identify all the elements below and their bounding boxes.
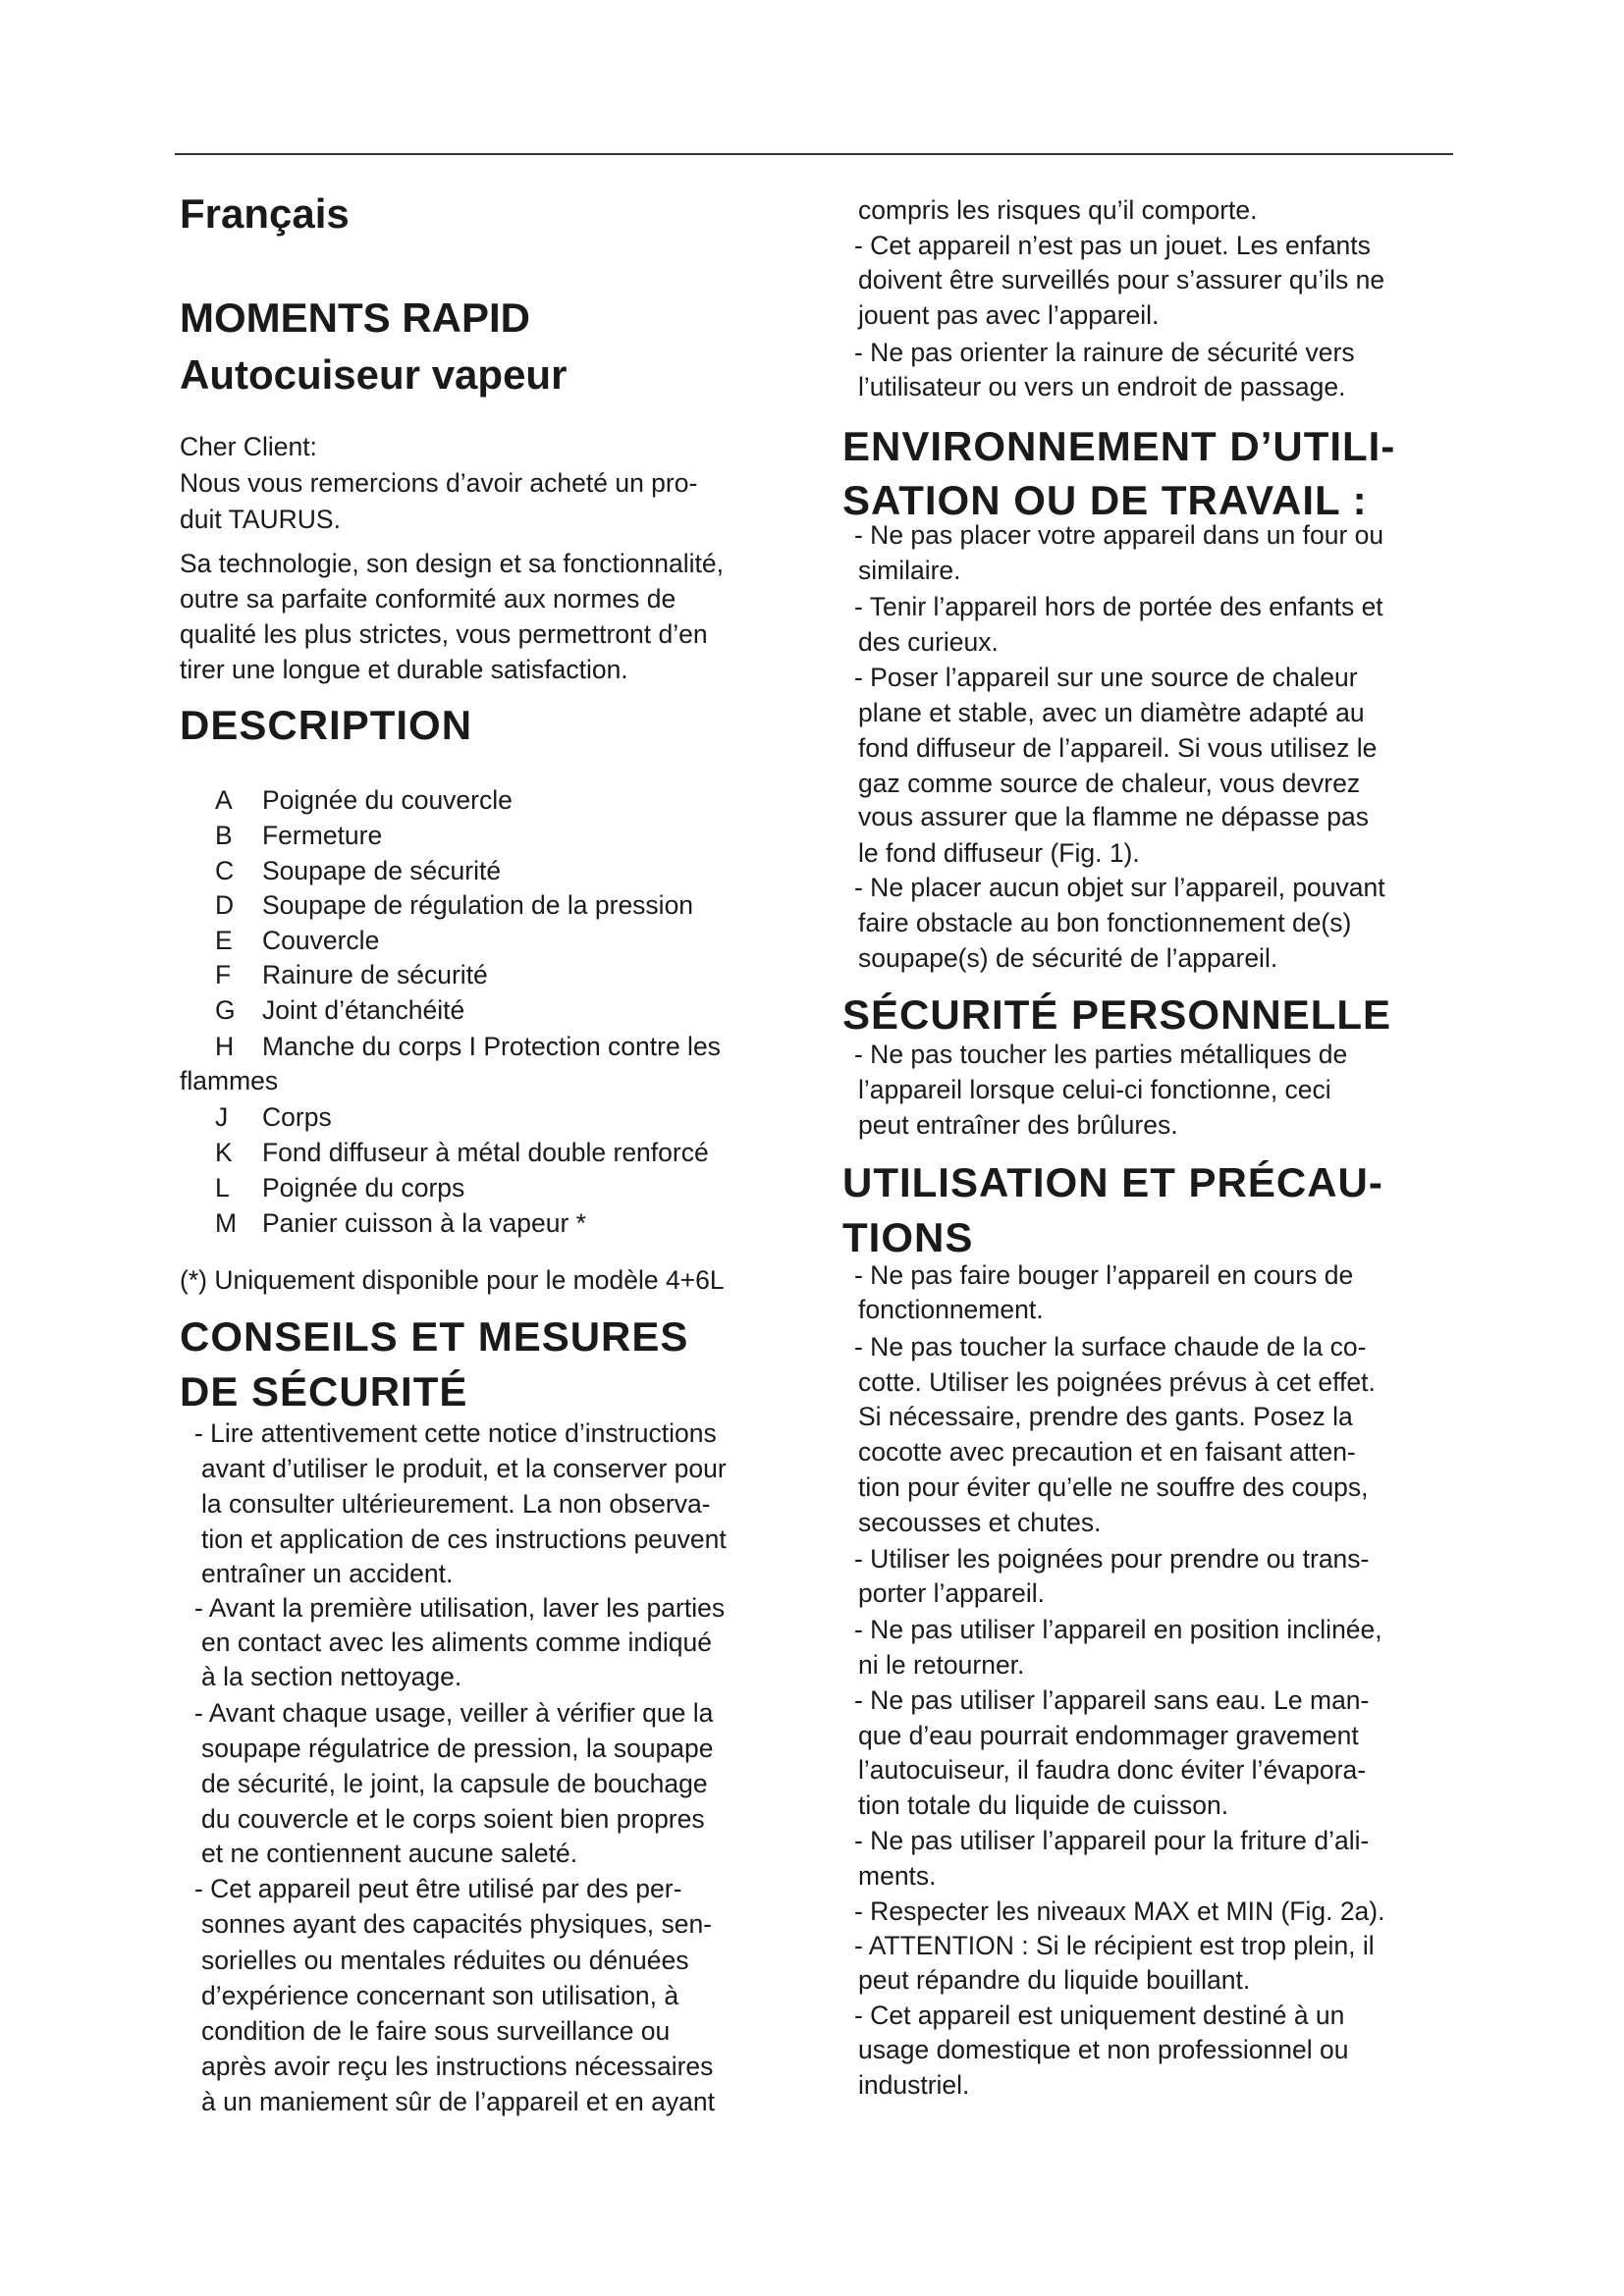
- text-line: en contact avec les aliments comme indiqué: [201, 1628, 712, 1657]
- text-line: Si nécessaire, prendre des gants. Posez la: [858, 1402, 1353, 1431]
- text-line: - Lire attentivement cette notice d’instructions: [194, 1418, 717, 1448]
- text-line: soupape(s) de sécurité de l’appareil.: [858, 943, 1278, 973]
- description-heading: DESCRIPTION: [180, 702, 473, 748]
- intro-text: outre sa parfaite conformité aux normes de: [180, 584, 677, 614]
- text-line: et ne contiennent aucune saleté.: [201, 1839, 578, 1868]
- safety-heading: CONSEILS ET MESURES: [180, 1313, 689, 1360]
- intro-text: Sa technologie, son design et sa fonctionnalité,: [180, 549, 724, 578]
- text-line: - Ne placer aucun objet sur l’appareil, pouvant: [854, 873, 1385, 902]
- personal-safety-heading: SÉCURITÉ PERSONNELLE: [842, 991, 1392, 1038]
- text-line: similaire.: [858, 556, 961, 585]
- description-note: (*) Uniquement disponible pour le modèle 4+6L: [180, 1265, 725, 1295]
- text-line: faire obstacle au bon fonctionnement de(s): [858, 908, 1352, 937]
- text-line: gaz comme source de chaleur, vous devrez: [858, 769, 1361, 798]
- text-line: - ATTENTION : Si le récipient est trop plein, il: [854, 1931, 1375, 1960]
- text-line: à un maniement sûr de l’appareil et en ayant: [201, 2087, 715, 2116]
- list-item: L Poignée du corps: [215, 1173, 465, 1202]
- list-item: K Fond diffuseur à métal double renforcé: [215, 1138, 709, 1167]
- text-line: ments.: [858, 1861, 937, 1891]
- intro-text: qualité les plus strictes, vous permettront d’en: [180, 619, 708, 649]
- product-subtitle: Autocuiseur vapeur: [180, 351, 568, 398]
- list-item: M Panier cuisson à la vapeur *: [215, 1208, 586, 1238]
- text-line: plane et stable, avec un diamètre adapté au: [858, 698, 1365, 727]
- text-line: peut entraîner des brûlures.: [858, 1110, 1178, 1140]
- text-line: l’utilisateur ou vers un endroit de passage.: [858, 372, 1346, 401]
- text-line: de sécurité, le joint, la capsule de bouchage: [201, 1769, 708, 1798]
- text-line: - Cet appareil peut être utilisé par des per-: [194, 1874, 682, 1903]
- text-line: soupape régulatrice de pression, la soupape: [201, 1734, 714, 1763]
- list-item: J Corps: [215, 1102, 332, 1132]
- product-name: MOMENTS RAPID: [180, 294, 530, 341]
- intro-text: tirer une longue et durable satisfaction.: [180, 655, 628, 684]
- list-item: G Joint d’étanchéité: [215, 995, 465, 1025]
- text-line: - Ne pas faire bouger l’appareil en cours de: [854, 1260, 1354, 1290]
- text-line: ni le retourner.: [858, 1650, 1025, 1680]
- text-line: doivent être surveillés pour s’assurer qu’ils ne: [858, 265, 1385, 294]
- usage-heading: TIONS: [842, 1214, 974, 1260]
- text-line: des curieux.: [858, 627, 999, 657]
- text-line: à la section nettoyage.: [201, 1662, 462, 1691]
- text-line: secousses et chutes.: [858, 1508, 1102, 1537]
- text-line: - Poser l’appareil sur une source de chaleur: [854, 663, 1358, 692]
- language-heading: Français: [180, 190, 350, 237]
- text-line: - Cet appareil est uniquement destiné à un: [854, 2001, 1345, 2030]
- text-line: jouent pas avec l’appareil.: [858, 300, 1160, 330]
- text-line: d’expérience concernant son utilisation, à: [201, 1981, 679, 2010]
- text-line: cocotte avec precaution et en faisant atten-: [858, 1437, 1356, 1467]
- text-line: - Avant la première utilisation, laver les parties: [194, 1593, 726, 1623]
- text-line: usage domestique et non professionnel ou: [858, 2035, 1349, 2064]
- text-line: - Ne pas utiliser l’appareil pour la friture d’ali-: [854, 1826, 1370, 1855]
- text-line: tion totale du liquide de cuisson.: [858, 1790, 1229, 1820]
- text-line: - Tenir l’appareil hors de portée des enfants et: [854, 592, 1383, 621]
- list-item: C Soupape de sécurité: [215, 856, 502, 885]
- list-item: H Manche du corps I Protection contre les: [215, 1032, 721, 1061]
- text-line: après avoir reçu les instructions nécessaires: [201, 2052, 714, 2081]
- text-line: - Ne pas orienter la rainure de sécurité vers: [854, 338, 1355, 367]
- text-line: sonnes ayant des capacités physiques, sen-: [201, 1909, 713, 1939]
- text-line: l’autocuiseur, il faudra donc éviter l’évapora-: [858, 1755, 1367, 1785]
- environment-heading: ENVIRONNEMENT D’UTILI-: [842, 423, 1396, 469]
- text-line: entraîner un accident.: [201, 1559, 454, 1588]
- text-line: - Ne pas utiliser l’appareil en position inclinée,: [854, 1615, 1382, 1644]
- text-line: tion pour éviter qu’elle ne souffre des coups,: [858, 1472, 1369, 1502]
- text-line: - Utiliser les poignées pour prendre ou trans-: [854, 1544, 1370, 1574]
- text-line: vous assurer que la flamme ne dépasse pas: [858, 802, 1369, 831]
- list-item: A Poignée du couvercle: [215, 785, 513, 815]
- text-line: porter l’appareil.: [858, 1578, 1046, 1608]
- text-line: - Ne pas toucher les parties métalliques de: [854, 1040, 1348, 1069]
- list-item: B Fermeture: [215, 821, 383, 850]
- text-line: - Cet appareil n’est pas un jouet. Les enfants: [854, 231, 1371, 260]
- text-line: avant d’utiliser le produit, et la conserver pour: [201, 1454, 727, 1483]
- intro-text: duit TAURUS.: [180, 505, 341, 534]
- text-line: compris les risques qu’il comporte.: [858, 195, 1258, 225]
- text-line: - Ne pas placer votre appareil dans un four ou: [854, 520, 1384, 550]
- header-rule: [175, 153, 1453, 155]
- text-line: la consulter ultérieurement. La non observa-: [201, 1489, 711, 1519]
- text-line: que d’eau pourrait endommager gravement: [858, 1721, 1359, 1750]
- text-line: industriel.: [858, 2070, 970, 2100]
- text-line: fond diffuseur de l’appareil. Si vous utilisez le: [858, 733, 1378, 763]
- list-item: D Soupape de régulation de la pression: [215, 890, 694, 920]
- intro-greeting: Cher Client:: [180, 432, 317, 461]
- list-item: F Rainure de sécurité: [215, 960, 488, 989]
- intro-text: Nous vous remercions d’avoir acheté un pro-: [180, 468, 698, 498]
- text-line: - Ne pas utiliser l’appareil sans eau. Le man-: [854, 1685, 1370, 1715]
- list-item: E Couvercle: [215, 926, 380, 955]
- text-line: sorielles ou mentales réduites ou dénuées: [201, 1946, 689, 1975]
- text-line: du couvercle et le corps soient bien propres: [201, 1804, 705, 1834]
- text-line: - Avant chaque usage, veiller à vérifier que la: [194, 1698, 714, 1728]
- environment-heading: SATION OU DE TRAVAIL :: [842, 477, 1368, 523]
- text-line: condition de le faire sous surveillance ou: [201, 2016, 671, 2046]
- safety-heading: DE SÉCURITÉ: [180, 1368, 468, 1415]
- text-line: tion et application de ces instructions peuvent: [201, 1524, 727, 1554]
- text-line: fonctionnement.: [858, 1295, 1044, 1324]
- text-line: le fond diffuseur (Fig. 1).: [858, 838, 1140, 868]
- list-item: flammes: [180, 1066, 279, 1095]
- text-line: peut répandre du liquide bouillant.: [858, 1965, 1251, 1995]
- text-line: l’appareil lorsque celui-ci fonctionne, ceci: [858, 1075, 1331, 1104]
- text-line: - Respecter les niveaux MAX et MIN (Fig. 2a).: [854, 1896, 1385, 1926]
- usage-heading: UTILISATION ET PRÉCAU-: [842, 1159, 1383, 1205]
- text-line: - Ne pas toucher la surface chaude de la co-: [854, 1332, 1367, 1362]
- text-line: cotte. Utiliser les poignées prévus à cet effet.: [858, 1367, 1376, 1397]
